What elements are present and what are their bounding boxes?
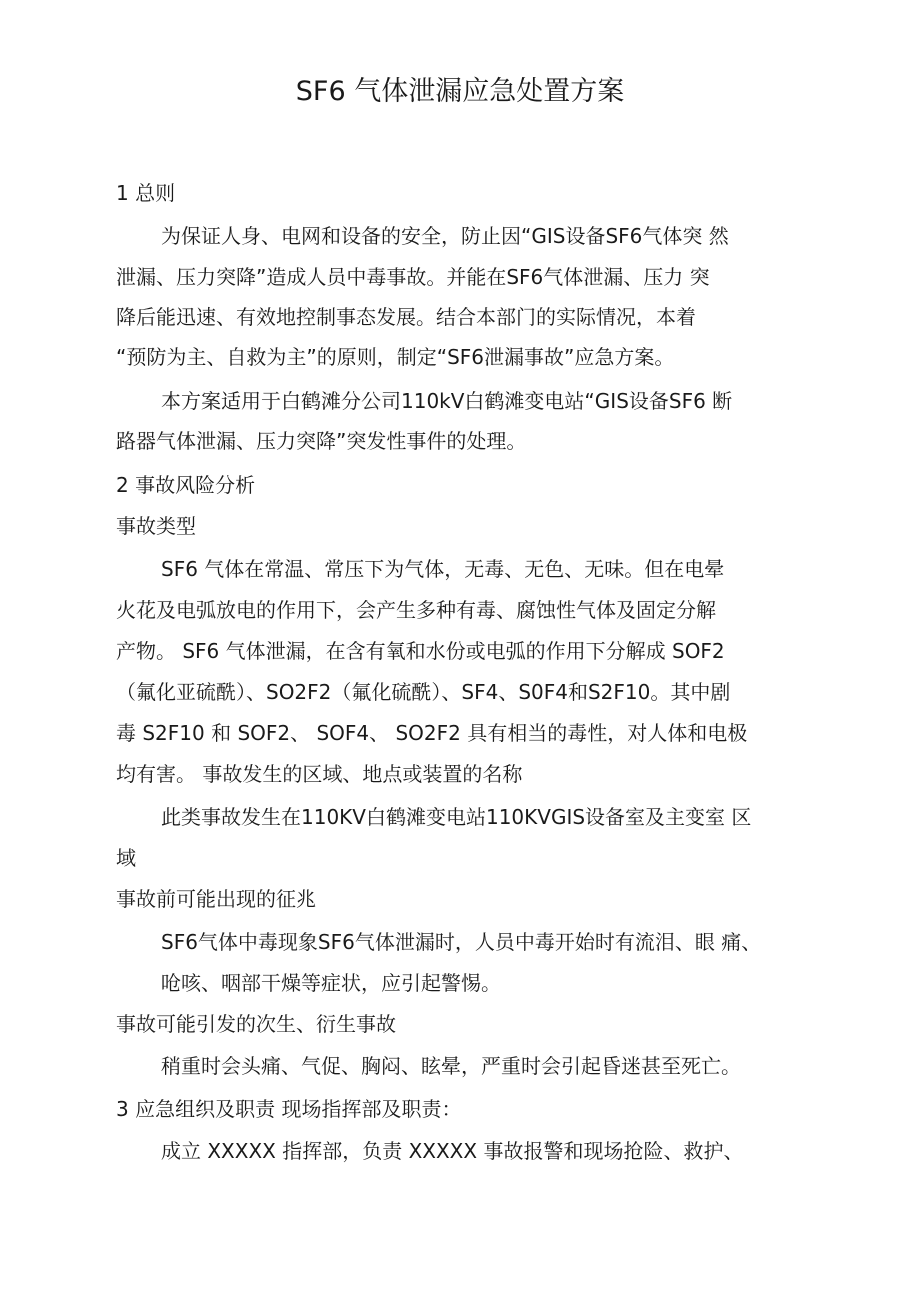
paragraph-line: SF6气体中毒现象SF6气体泄漏时，人员中毒开始时有流泪、眼 痛、 [161,930,762,954]
paragraph-line: 毒 S2F10 和 SOF2、 SOF4、 SO2F2 具有相当的毒性，对人体和电极 [116,721,748,745]
subheading-warning-signs: 事故前可能出现的征兆 [116,887,316,911]
paragraph-line: 降后能迅速、有效地控制事态发展。结合本部门的实际情况，本着 [116,305,696,329]
paragraph-line: 产物。 SF6 气体泄漏，在含有氧和水份或电弧的作用下分解成 SOF2 [116,639,725,663]
section-heading-general: 1 总则 [116,181,176,205]
paragraph-line: “预防为主、自救为主”的原则，制定“SF6泄漏事故”应急方案。 [116,345,675,369]
paragraph-line: 为保证人身、电网和设备的安全，防止因“GIS设备SF6气体突 然 [161,224,729,248]
section-heading-emergency-organization: 3 应急组织及职责 现场指挥部及职责： [116,1097,462,1121]
paragraph-line: 呛咳、咽部干燥等症状，应引起警惕。 [161,971,501,995]
paragraph-line: 稍重时会头痛、气促、胸闷、眩晕，严重时会引起昏迷甚至死亡。 [161,1054,741,1078]
paragraph-line: 域 [116,846,136,870]
paragraph-line: （氟化亚硫酰）、SO2F2（氟化硫酰）、SF4、S0F4和S2F10。其中剧 [116,680,731,704]
paragraph-line: 泄漏、压力突降”造成人员中毒事故。并能在SF6气体泄漏、压力 突 [116,265,710,289]
section-heading-risk-analysis: 2 事故风险分析 [116,473,256,497]
paragraph-line: 路器气体泄漏、压力突降”突发性事件的处理。 [116,429,527,453]
paragraph-line: 均有害。 事故发生的区域、地点或装置的名称 [116,762,523,786]
paragraph-line: SF6 气体在常温、常压下为气体，无毒、无色、无味。但在电晕 [161,557,725,581]
paragraph-line: 火花及电弧放电的作用下，会产生多种有毒、腐蚀性气体及固定分解 [116,598,716,622]
subheading-accident-type: 事故类型 [116,514,196,538]
document-title: SF6 气体泄漏应急处置方案 [295,76,625,107]
paragraph-line: 成立 XXXXX 指挥部，负责 XXXXX 事故报警和现场抢险、救护、 [161,1139,744,1163]
paragraph-line: 此类事故发生在110KV白鹤滩变电站110KVGIS设备室及主变室 区 [161,805,752,829]
subheading-secondary-accidents: 事故可能引发的次生、衍生事故 [116,1012,396,1036]
paragraph-line: 本方案适用于白鹤滩分公司110kV白鹤滩变电站“GIS设备SF6 断 [161,389,733,413]
